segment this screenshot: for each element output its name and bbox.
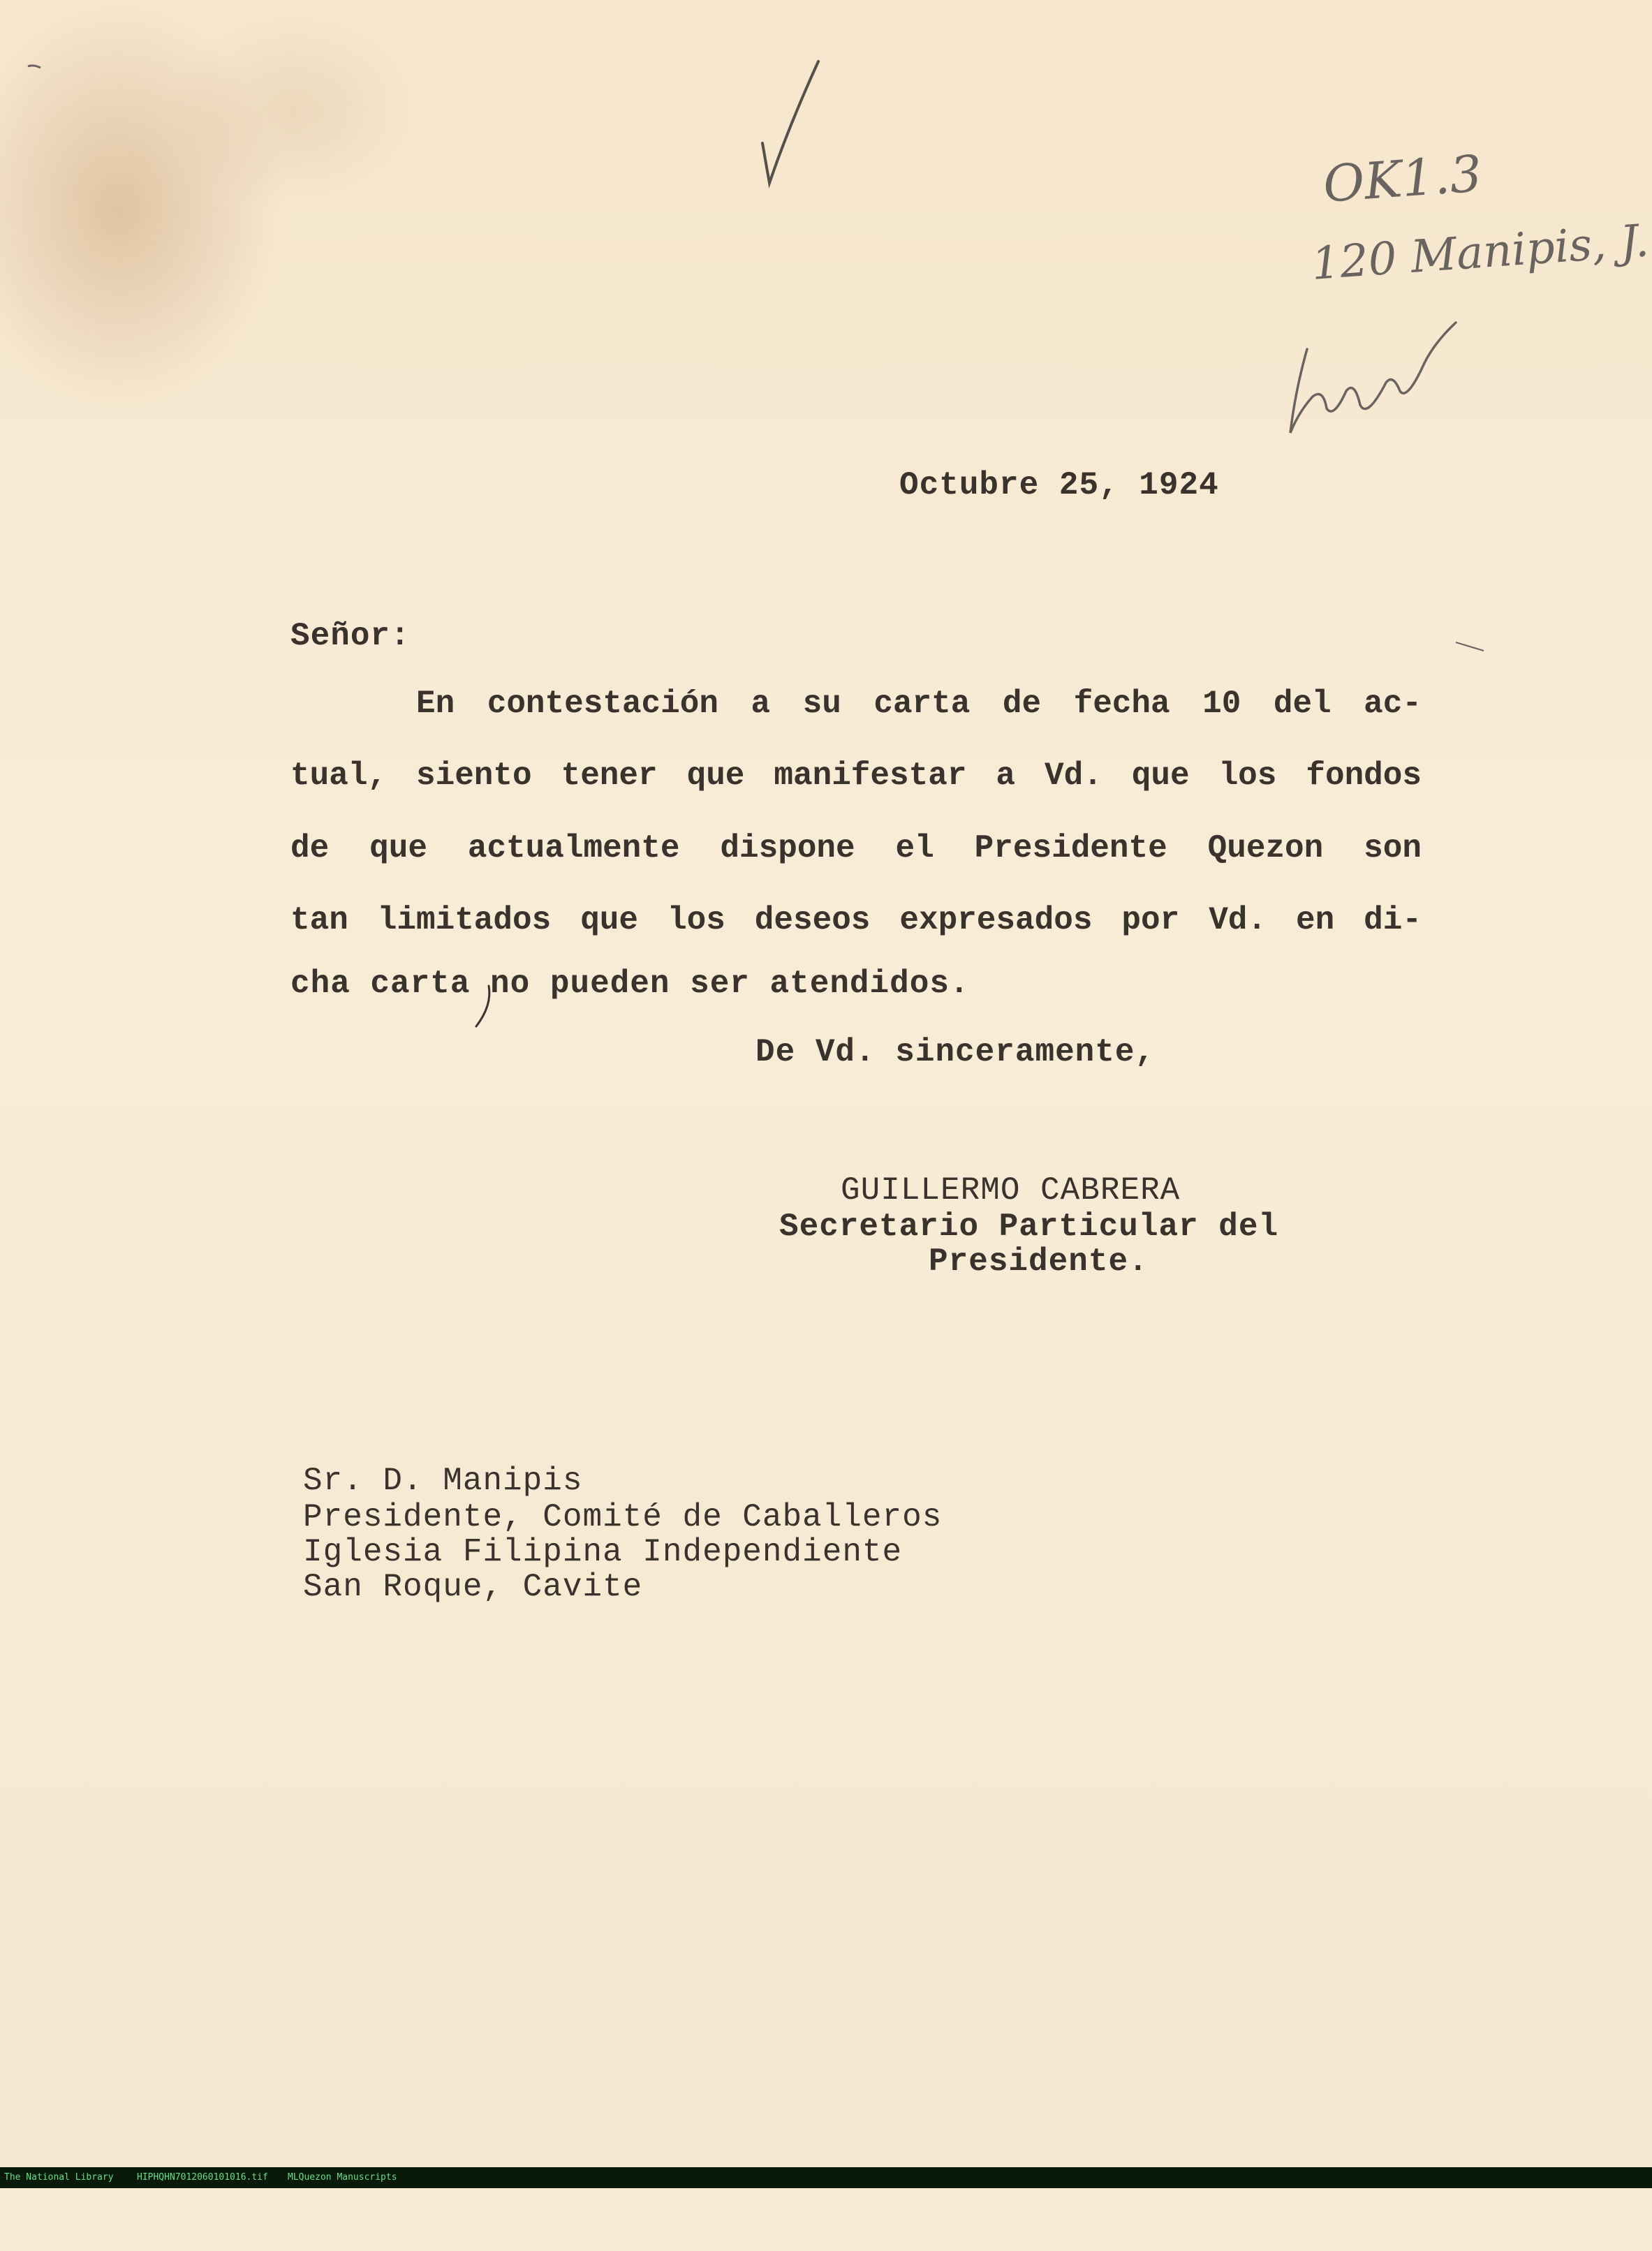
file-code-annotation: OK1.3 xyxy=(1321,144,1484,214)
signature-title-2: Presidente. xyxy=(929,1243,1149,1280)
body-line-2: tual, siento tener que manifestar a Vd. que los fondos xyxy=(290,758,1422,794)
checkmark xyxy=(762,61,818,183)
body-line-1: En contestación a su carta de fecha 10 del ac- xyxy=(416,686,1422,722)
body-line-3: de que actualmente dispone el Presidente Quezon son xyxy=(290,830,1422,866)
salutation: Señor: xyxy=(290,618,411,654)
addressee-line-4: San Roque, Cavite xyxy=(303,1569,643,1605)
scan-footer xyxy=(0,2167,1652,2188)
addressee-line-3: Iglesia Filipina Independiente xyxy=(303,1534,903,1570)
body-line-5: cha carta no pueden ser atendidos. xyxy=(290,966,970,1002)
footer-library: The National Library xyxy=(4,2172,114,2183)
closing: De Vd. sinceramente, xyxy=(755,1034,1156,1070)
letter-date: Octubre 25, 1924 xyxy=(899,467,1219,503)
signature-name: GUILLERMO CABRERA xyxy=(841,1172,1181,1209)
stray-mark xyxy=(1456,642,1484,651)
footer-filename: HIPHQHN7012060101016.tif xyxy=(137,2172,268,2183)
body-line-4: tan limitados que los deseos expresados por Vd. en di- xyxy=(290,902,1422,938)
initials-scribble xyxy=(1290,323,1456,433)
addressee-line-2: Presidente, Comité de Caballeros xyxy=(303,1499,943,1535)
stray-mark-2 xyxy=(28,66,40,68)
signature-title-1: Secretario Particular del xyxy=(779,1209,1279,1245)
file-name-annotation: 120 Manipis, J. xyxy=(1310,215,1651,290)
addressee-line-1: Sr. D. Manipis xyxy=(303,1463,583,1499)
footer-collection: MLQuezon Manuscripts xyxy=(288,2172,397,2183)
